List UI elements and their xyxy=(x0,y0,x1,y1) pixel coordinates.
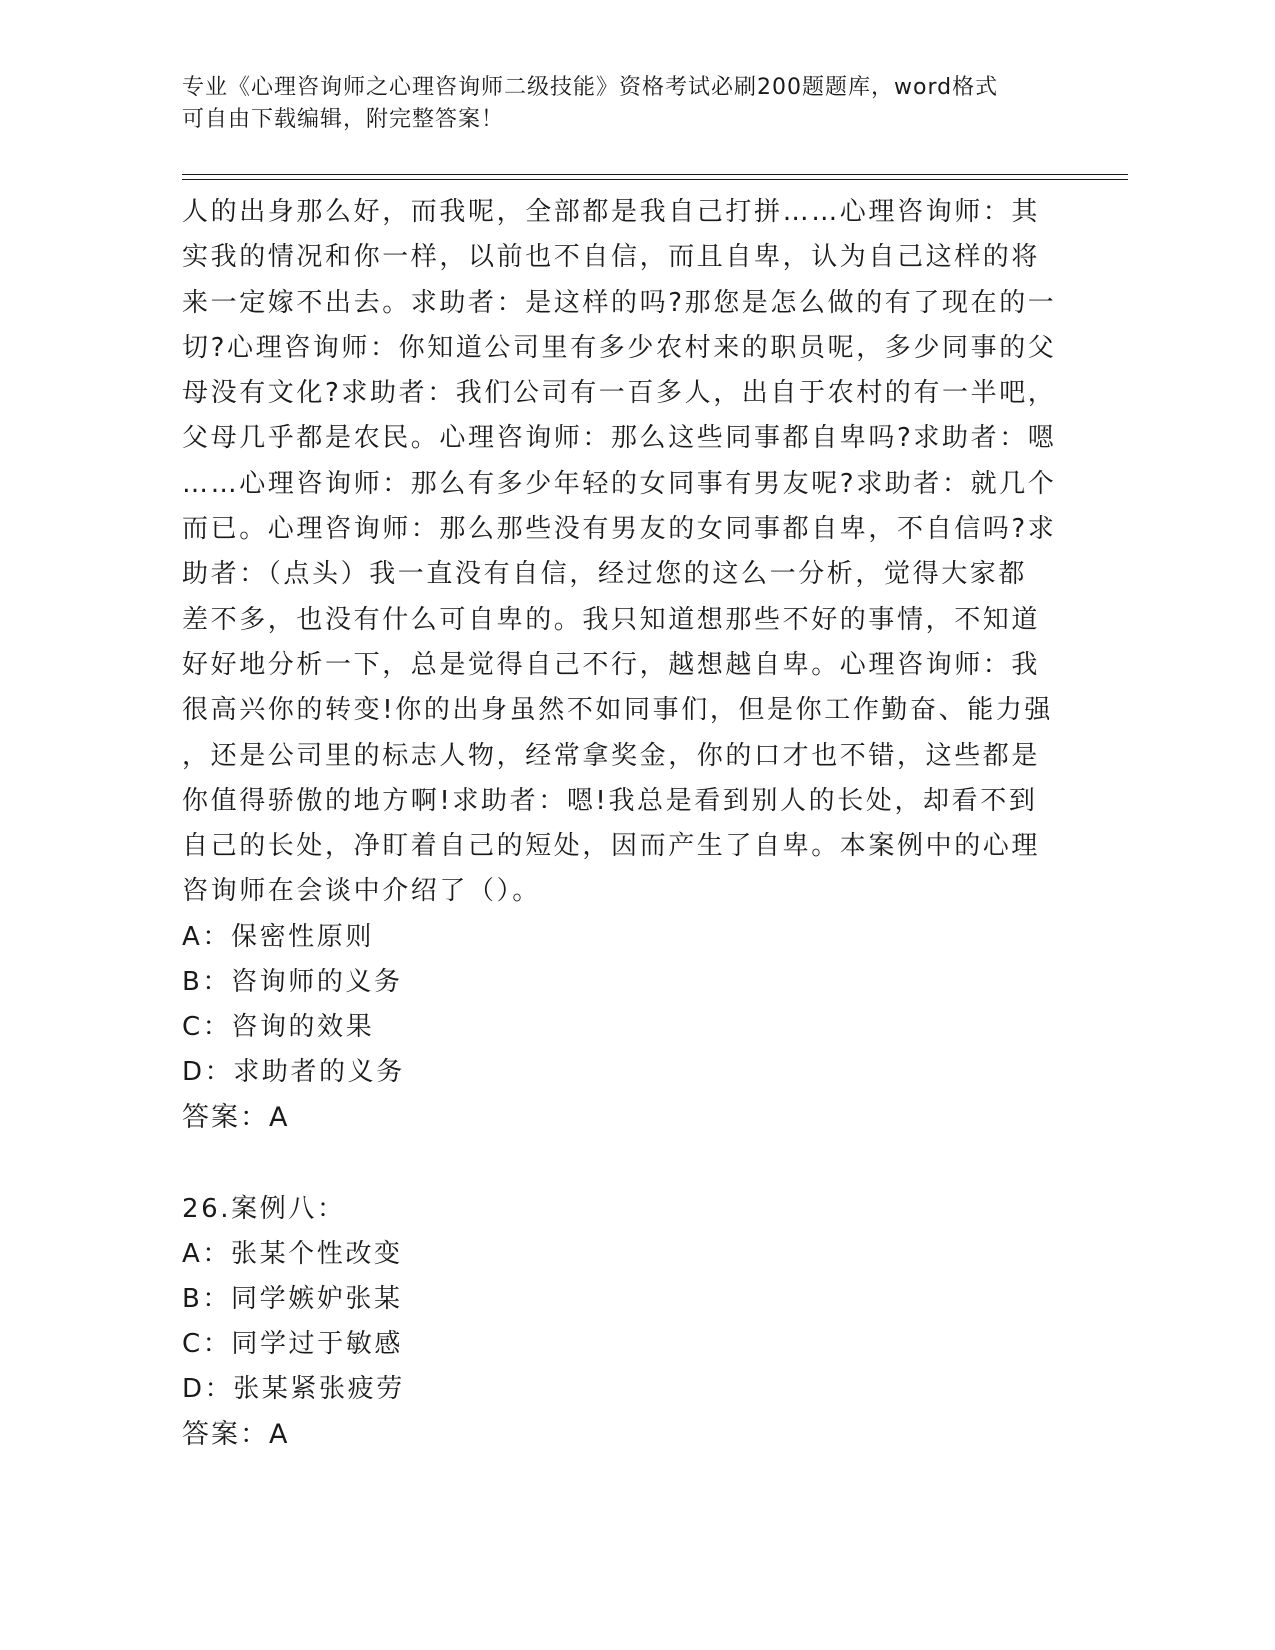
stem-line: 助者：（点头）我一直没有自信，经过您的这么一分析，觉得大家都 xyxy=(182,559,1028,590)
question-25-answer: 答案：A xyxy=(182,1101,290,1133)
stem-line: 人的出身那么好，而我呢，全部都是我自己打拼……心理咨询师：其 xyxy=(182,197,1041,227)
option-b: B：同学嫉妒张某 xyxy=(182,1283,403,1314)
stem-line: 好好地分析一下，总是觉得自己不行，越想越自卑。心理咨询师：我 xyxy=(182,649,1041,680)
question-26-answer: 答案：A xyxy=(182,1418,290,1450)
option-b: B：咨询师的义务 xyxy=(182,966,403,997)
page-content xyxy=(182,190,1062,1457)
stem-line: ，还是公司里的标志人物，经常拿奖金，你的口才也不错，这些都是 xyxy=(182,740,1041,771)
option-a: A：张某个性改变 xyxy=(182,1238,403,1269)
option-a: A：保密性原则 xyxy=(182,921,374,952)
stem-line: ……心理咨询师：那么有多少年轻的女同事有男友呢?求助者：就几个 xyxy=(182,468,1057,499)
option-d: D：张某紧张疲劳 xyxy=(182,1373,405,1404)
question-26-options xyxy=(182,1232,1062,1412)
question-25-options xyxy=(182,915,1062,1095)
stem-line: 母没有文化?求助者：我们公司有一百多人，出自于农村的有一半吧， xyxy=(182,378,1057,409)
stem-line: 父母几乎都是农民。心理咨询师：那么这些同事都自卑吗?求助者：嗯 xyxy=(182,423,1057,454)
stem-line: 很高兴你的转变!你的出身虽然不如同事们，但是你工作勤奋、能力强 xyxy=(182,695,1054,726)
stem-line: 咨询师在会谈中介绍了（）。 xyxy=(182,876,541,907)
question-26-title: 26.案例八： xyxy=(182,1193,346,1224)
document-header xyxy=(182,72,1042,136)
stem-line: 而已。心理咨询师：那么那些没有男友的女同事都自卑，不自信吗?求 xyxy=(182,514,1057,545)
question-25-stem xyxy=(182,190,1062,915)
stem-line: 自己的长处，净盯着自己的短处，因而产生了自卑。本案例中的心理 xyxy=(182,831,1041,862)
header-rule-top xyxy=(182,174,1128,175)
option-d: D：求助者的义务 xyxy=(182,1056,405,1087)
stem-line: 切?心理咨询师：你知道公司里有多少农村来的职员呢，多少同事的父 xyxy=(182,332,1057,363)
header-rule-bottom xyxy=(182,179,1128,180)
stem-line: 实我的情况和你一样，以前也不自信，而且自卑，认为自己这样的将 xyxy=(182,242,1041,273)
stem-line: 来一定嫁不出去。求助者：是这样的吗?那您是怎么做的有了现在的一 xyxy=(182,287,1057,318)
stem-line: 你值得骄傲的地方啊!求助者：嗯!我总是看到别人的长处，却看不到 xyxy=(182,785,1038,816)
option-c: C：同学过于敏感 xyxy=(182,1328,403,1359)
spacer xyxy=(182,1140,1062,1187)
header-line-1: 专业《心理咨询师之心理咨询师二级技能》资格考试必刷200题题库，word格式 xyxy=(182,75,999,100)
stem-line: 差不多，也没有什么可自卑的。我只知道想那些不好的事情，不知道 xyxy=(182,604,1041,635)
option-c: C：咨询的效果 xyxy=(182,1011,375,1042)
header-line-2: 可自由下载编辑，附完整答案！ xyxy=(182,107,505,132)
